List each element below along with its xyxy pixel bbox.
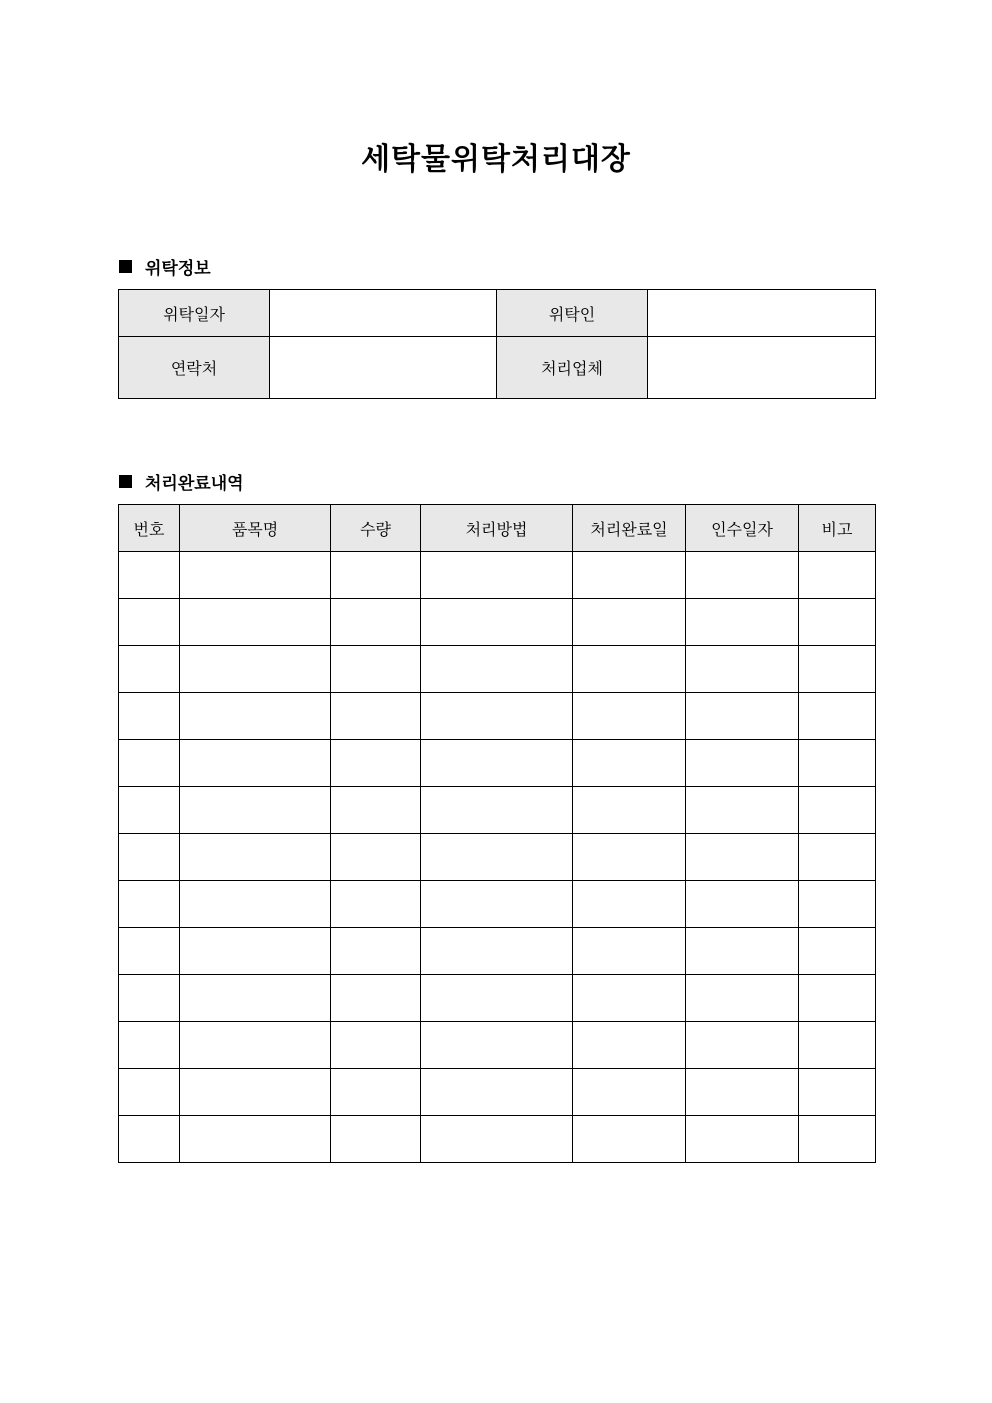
table-row — [119, 552, 876, 599]
table-cell[interactable] — [573, 787, 686, 834]
table-cell[interactable] — [331, 834, 421, 881]
table-row — [119, 881, 876, 928]
label-consignor: 위탁인 — [497, 290, 648, 337]
column-header-receipt-date: 인수일자 — [686, 505, 799, 552]
label-consignment-date: 위탁일자 — [119, 290, 270, 337]
field-consignment-date[interactable] — [270, 290, 497, 337]
table-cell[interactable] — [421, 693, 573, 740]
table-cell[interactable] — [573, 975, 686, 1022]
table-cell[interactable] — [573, 646, 686, 693]
table-cell[interactable] — [573, 552, 686, 599]
table-row — [119, 740, 876, 787]
table-cell[interactable] — [799, 787, 876, 834]
field-consignor[interactable] — [648, 290, 876, 337]
table-cell[interactable] — [799, 646, 876, 693]
column-header-number: 번호 — [119, 505, 180, 552]
table-cell[interactable] — [573, 599, 686, 646]
field-contact[interactable] — [270, 337, 497, 399]
document-title: 세탁물위탁처리대장 — [361, 142, 631, 177]
table-cell[interactable] — [799, 928, 876, 975]
table-cell[interactable] — [686, 646, 799, 693]
table-cell[interactable] — [421, 552, 573, 599]
table-cell[interactable] — [119, 693, 180, 740]
column-header-item-name: 품목명 — [180, 505, 331, 552]
table-cell[interactable] — [119, 881, 180, 928]
table-cell[interactable] — [331, 1069, 421, 1116]
completion-table — [118, 504, 876, 1163]
table-cell[interactable] — [573, 1116, 686, 1163]
table-cell[interactable] — [421, 787, 573, 834]
table-cell[interactable] — [180, 834, 331, 881]
table-cell[interactable] — [180, 552, 331, 599]
table-cell[interactable] — [331, 599, 421, 646]
table-cell[interactable] — [686, 881, 799, 928]
table-row — [119, 599, 876, 646]
completion-table-body — [119, 552, 876, 1163]
table-cell[interactable] — [573, 928, 686, 975]
table-cell[interactable] — [799, 740, 876, 787]
table-row — [119, 975, 876, 1022]
table-cell[interactable] — [331, 646, 421, 693]
table-cell[interactable] — [180, 740, 331, 787]
table-cell[interactable] — [180, 646, 331, 693]
table-cell[interactable] — [119, 787, 180, 834]
table-row — [119, 1069, 876, 1116]
table-cell[interactable] — [119, 646, 180, 693]
table-cell[interactable] — [331, 881, 421, 928]
table-cell[interactable] — [799, 1069, 876, 1116]
table-cell[interactable] — [799, 693, 876, 740]
section-heading-label: 위탁정보 — [145, 259, 211, 279]
table-cell[interactable] — [799, 552, 876, 599]
table-cell[interactable] — [799, 1022, 876, 1069]
field-processor[interactable] — [648, 337, 876, 399]
label-contact: 연락처 — [119, 337, 270, 399]
table-cell[interactable] — [331, 1022, 421, 1069]
table-row — [119, 787, 876, 834]
consignment-info-table — [118, 289, 876, 399]
table-cell[interactable] — [331, 740, 421, 787]
table-cell[interactable] — [686, 975, 799, 1022]
table-cell[interactable] — [421, 928, 573, 975]
table-cell[interactable] — [421, 834, 573, 881]
square-bullet-icon — [119, 260, 132, 273]
table-row — [119, 928, 876, 975]
table-cell[interactable] — [119, 740, 180, 787]
table-cell[interactable] — [573, 693, 686, 740]
table-cell[interactable] — [421, 975, 573, 1022]
table-cell[interactable] — [573, 881, 686, 928]
table-cell[interactable] — [119, 599, 180, 646]
square-bullet-icon — [119, 475, 132, 488]
table-cell[interactable] — [119, 1116, 180, 1163]
table-cell[interactable] — [686, 787, 799, 834]
table-cell[interactable] — [686, 552, 799, 599]
table-cell[interactable] — [686, 740, 799, 787]
table-cell[interactable] — [421, 881, 573, 928]
table-cell[interactable] — [180, 1069, 331, 1116]
table-cell[interactable] — [799, 834, 876, 881]
table-cell[interactable] — [799, 881, 876, 928]
table-cell[interactable] — [421, 1069, 573, 1116]
table-cell[interactable] — [686, 1116, 799, 1163]
table-cell[interactable] — [421, 599, 573, 646]
table-cell[interactable] — [421, 1022, 573, 1069]
table-cell[interactable] — [686, 693, 799, 740]
table-cell[interactable] — [686, 599, 799, 646]
table-cell[interactable] — [799, 975, 876, 1022]
table-cell[interactable] — [331, 928, 421, 975]
table-cell[interactable] — [180, 787, 331, 834]
table-cell[interactable] — [686, 1069, 799, 1116]
table-cell[interactable] — [573, 1022, 686, 1069]
table-cell[interactable] — [119, 1069, 180, 1116]
table-cell[interactable] — [180, 1022, 331, 1069]
table-row — [119, 1116, 876, 1163]
table-cell[interactable] — [686, 1022, 799, 1069]
table-cell[interactable] — [331, 552, 421, 599]
table-cell[interactable] — [119, 928, 180, 975]
table-row — [119, 834, 876, 881]
table-cell[interactable] — [119, 1022, 180, 1069]
table-cell[interactable] — [119, 975, 180, 1022]
table-cell[interactable] — [331, 787, 421, 834]
section-heading-completion — [119, 469, 244, 494]
table-cell[interactable] — [331, 975, 421, 1022]
table-cell[interactable] — [119, 834, 180, 881]
table-cell[interactable] — [421, 740, 573, 787]
table-cell[interactable] — [331, 693, 421, 740]
table-cell[interactable] — [180, 693, 331, 740]
table-cell[interactable] — [573, 834, 686, 881]
label-processor: 처리업체 — [497, 337, 648, 399]
column-header-completion-date: 처리완료일 — [573, 505, 686, 552]
table-cell[interactable] — [799, 1116, 876, 1163]
table-cell[interactable] — [686, 834, 799, 881]
section-heading-consignment-info — [119, 254, 211, 279]
table-cell[interactable] — [180, 1116, 331, 1163]
section-heading-label: 처리완료내역 — [145, 474, 244, 494]
table-cell[interactable] — [180, 599, 331, 646]
table-row — [119, 646, 876, 693]
column-header-quantity: 수량 — [331, 505, 421, 552]
table-cell[interactable] — [686, 928, 799, 975]
column-header-remarks: 비고 — [799, 505, 876, 552]
table-cell[interactable] — [421, 1116, 573, 1163]
table-cell[interactable] — [573, 740, 686, 787]
table-cell[interactable] — [119, 552, 180, 599]
table-cell[interactable] — [180, 928, 331, 975]
table-row — [119, 693, 876, 740]
table-cell[interactable] — [799, 599, 876, 646]
table-cell[interactable] — [180, 975, 331, 1022]
table-cell[interactable] — [180, 881, 331, 928]
table-cell[interactable] — [421, 646, 573, 693]
table-cell[interactable] — [331, 1116, 421, 1163]
table-row — [119, 1022, 876, 1069]
table-cell[interactable] — [573, 1069, 686, 1116]
column-header-method: 처리방법 — [421, 505, 573, 552]
